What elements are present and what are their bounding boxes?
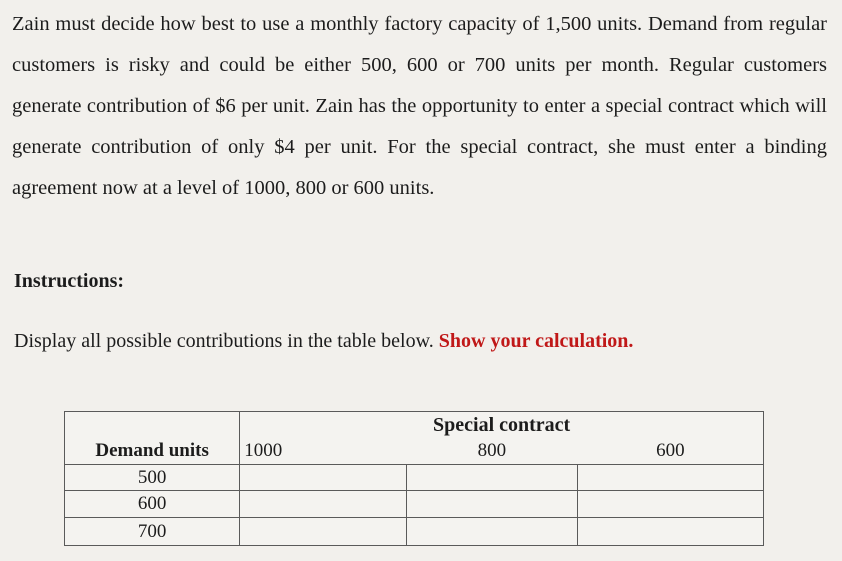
table-row <box>65 491 764 518</box>
column-header-1000: 1000 <box>240 438 406 465</box>
answer-cell[interactable] <box>406 491 578 518</box>
answer-cell[interactable] <box>406 465 578 491</box>
row-label-600: 600 <box>65 491 240 518</box>
column-header-600: 600 <box>578 438 764 465</box>
instructions-heading: Instructions: <box>14 270 125 292</box>
instructions-text: Display all possible contributions in the table below. <box>14 330 439 352</box>
answer-cell[interactable] <box>578 518 764 546</box>
answer-cell[interactable] <box>578 491 764 518</box>
table-row <box>65 518 764 546</box>
answer-cell[interactable] <box>240 491 406 518</box>
table-row <box>65 465 764 491</box>
row-label-500: 500 <box>65 465 240 491</box>
answer-cell[interactable] <box>406 518 578 546</box>
problem-statement: Zain must decide how best to use a monthly factory capacity of 1,500 units. Demand from regular customers is risky and could be either 500, 600 or 700 units per month. Regular customers generate contribution of $6 per unit. Zain has the opportunity to enter a special contract which will generate contribution of only $4 per unit. For the special contract, she must enter a binding agreement now at a level of 1000, 800 or 600 units. <box>12 13 827 199</box>
instructions-emphasis: Show your calculation. <box>438 330 634 352</box>
special-contract-header: Special contract <box>240 412 764 438</box>
answer-cell[interactable] <box>240 518 406 546</box>
table-corner-cell <box>65 412 240 438</box>
answer-cell[interactable] <box>578 465 764 491</box>
demand-units-header: Demand units <box>65 438 240 465</box>
column-header-800: 800 <box>406 438 578 465</box>
contribution-table <box>64 411 764 546</box>
answer-cell[interactable] <box>240 465 406 491</box>
row-label-700: 700 <box>65 518 240 546</box>
instructions-line <box>14 330 633 353</box>
